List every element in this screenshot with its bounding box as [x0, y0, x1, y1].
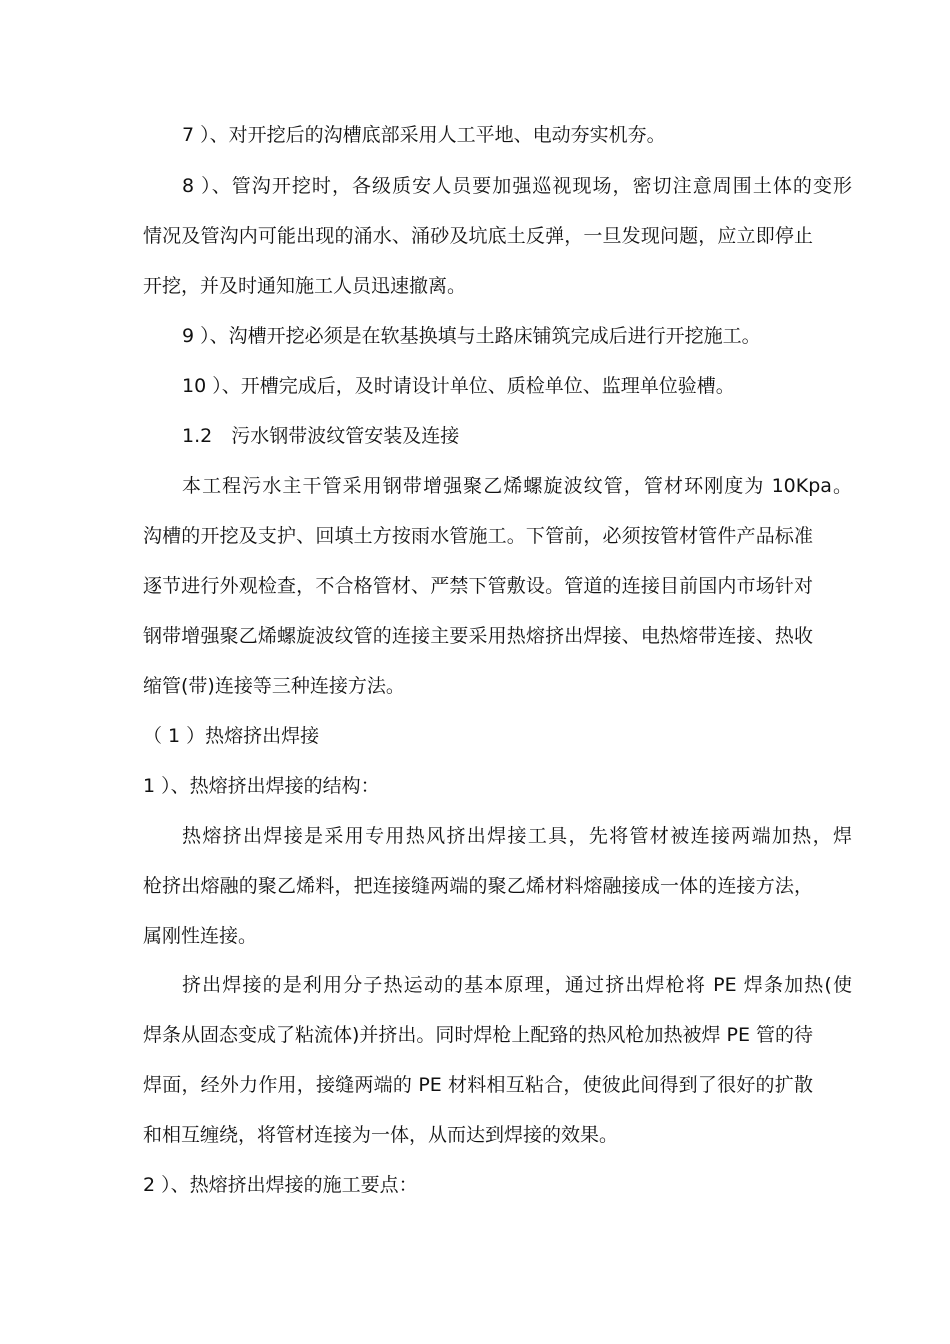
- section-paragraph-line-3: 逐节进行外观检查，不合格管材、严禁下管敷设。管道的连接目前国内市场针对: [143, 575, 813, 597]
- subheading-construction-points: 2 ）、热熔挤出焊接的施工要点：: [143, 1174, 418, 1196]
- principle-paragraph-line-4: 和相互缠绕，将管材连接为一体，从而达到焊接的效果。: [143, 1124, 619, 1146]
- principle-paragraph-line-2: 焊条从固态变成了粘流体)并挤出。同时焊枪上配臵的热风枪加热被焊 PE 管的待: [143, 1024, 813, 1046]
- structure-paragraph-line-1: 热熔挤出焊接是采用专用热风挤出焊接工具，先将管材被连接两端加热，焊: [182, 825, 852, 847]
- structure-paragraph-line-2: 枪挤出熔融的聚乙烯料，把连接缝两端的聚乙烯材料熔融接成一体的连接方法，: [143, 875, 813, 897]
- structure-paragraph-line-3: 属刚性连接。: [143, 925, 258, 947]
- paragraph-item-8-line-3: 开挖，并及时通知施工人员迅速撤离。: [143, 275, 467, 297]
- paragraph-item-10: 10 ）、开槽完成后，及时请设计单位、质检单位、监理单位验槽。: [182, 375, 735, 397]
- paragraph-item-9: 9 ）、沟槽开挖必须是在软基换填与土路床铺筑完成后进行开挖施工。: [182, 325, 761, 347]
- paragraph-item-8-line-2: 情况及管沟内可能出现的涌水、涌砂及坑底土反弹，一旦发现问题，应立即停止: [143, 225, 813, 247]
- subheading-structure: 1 ）、热熔挤出焊接的结构：: [143, 775, 380, 797]
- principle-paragraph-line-1: 挤出焊接的是利用分子热运动的基本原理，通过挤出焊枪将 PE 焊条加热(使: [182, 974, 852, 996]
- section-paragraph-line-2: 沟槽的开挖及支护、回填土方按雨水管施工。下管前，必须按管材管件产品标准: [143, 525, 813, 547]
- section-paragraph-line-4: 钢带增强聚乙烯螺旋波纹管的连接主要采用热熔挤出焊接、电热熔带连接、热收: [143, 625, 813, 647]
- paragraph-item-8-line-1: 8 ）、管沟开挖时，各级质安人员要加强巡视现场，密切注意周围土体的变形: [182, 175, 852, 197]
- subheading-1: （ 1 ）热熔挤出焊接: [143, 725, 320, 747]
- section-paragraph-line-1: 本工程污水主干管采用钢带增强聚乙烯螺旋波纹管，管材环刚度为 10Kpa。: [182, 475, 852, 497]
- section-heading-1-2: 1.2 污水钢带波纹管安装及连接: [182, 425, 460, 447]
- paragraph-item-7: 7 ）、对开挖后的沟槽底部采用人工平地、电动夯实机夯。: [182, 124, 666, 146]
- principle-paragraph-line-3: 焊面，经外力作用，接缝两端的 PE 材料相互粘合，使彼此间得到了很好的扩散: [143, 1074, 813, 1096]
- section-paragraph-line-5: 缩管(带)连接等三种连接方法。: [143, 675, 405, 697]
